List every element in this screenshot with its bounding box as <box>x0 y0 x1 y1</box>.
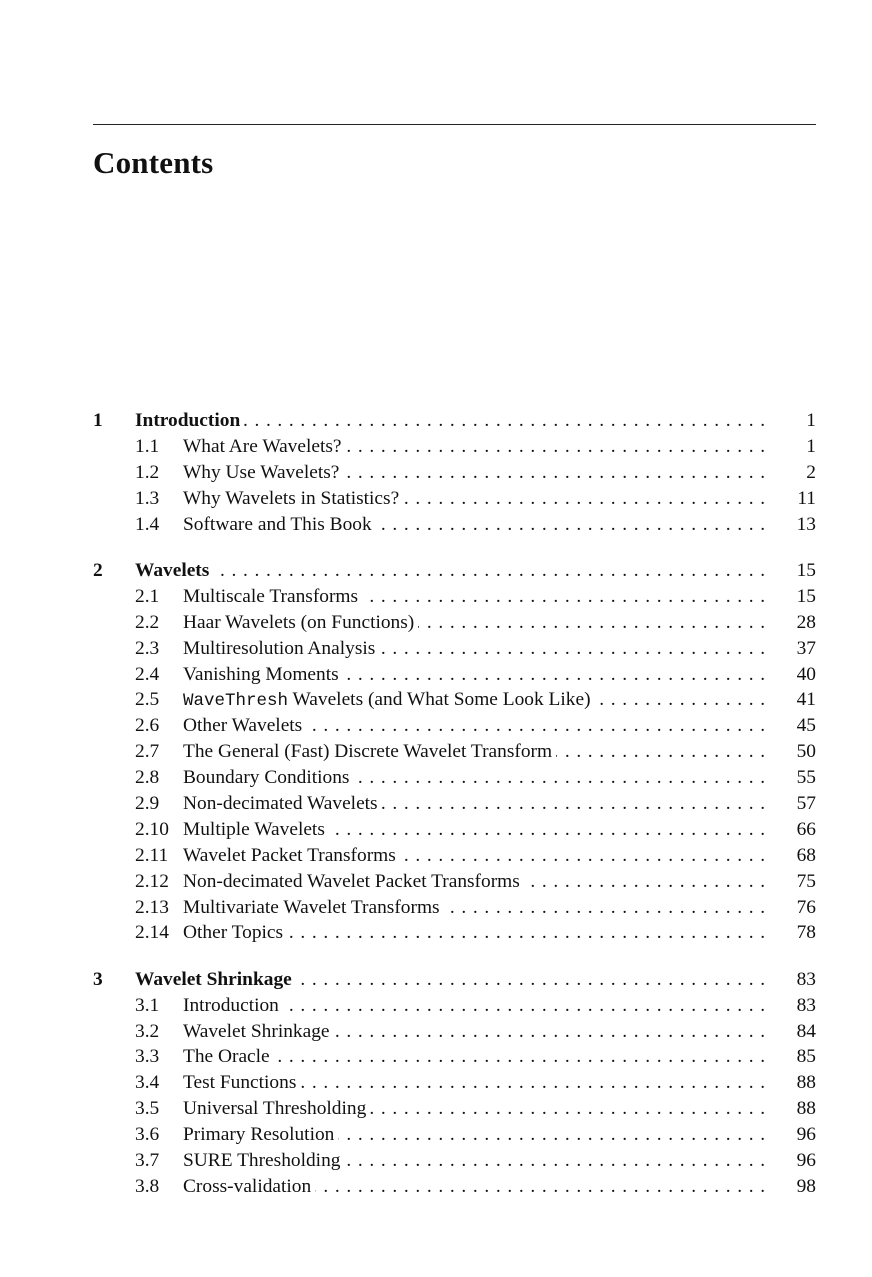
page-number: 15 <box>796 585 816 607</box>
page-number: 13 <box>796 513 816 535</box>
toc-section-entry[interactable] <box>93 1096 816 1122</box>
section-title <box>183 689 595 710</box>
section-number: 2.4 <box>135 663 160 685</box>
header-rule <box>93 124 816 125</box>
page-number: 37 <box>796 637 816 659</box>
toc-section-entry[interactable] <box>93 895 816 921</box>
page-number: 2 <box>806 461 816 483</box>
toc-section-entry[interactable] <box>93 843 816 869</box>
section-title: What Are Wavelets? <box>183 436 346 457</box>
chapter-number: 1 <box>93 410 103 431</box>
chapter-1 <box>93 408 816 537</box>
section-number: 3.3 <box>135 1046 160 1068</box>
page-number: 75 <box>796 870 816 892</box>
page-number: 76 <box>796 896 816 918</box>
section-number: 2.5 <box>135 689 160 711</box>
toc-section-entry[interactable] <box>93 662 816 688</box>
page-number: 78 <box>796 922 816 944</box>
section-title: The General (Fast) Discrete Wavelet Transform <box>183 741 556 762</box>
section-title: SURE Thresholding <box>183 1150 344 1171</box>
page-number: 66 <box>796 818 816 840</box>
section-title: Multiscale Transforms <box>183 586 362 607</box>
section-number: 1.3 <box>135 487 160 509</box>
page-number: 50 <box>796 741 816 763</box>
toc-section-entry[interactable] <box>93 486 816 512</box>
page-number: 45 <box>796 715 816 737</box>
section-number: 1.2 <box>135 461 160 483</box>
chapter-number: 2 <box>93 559 103 581</box>
toc-section-entry[interactable] <box>93 713 816 739</box>
toc-section-entry[interactable] <box>93 739 816 765</box>
page-number: 28 <box>796 611 816 633</box>
section-title: Universal Thresholding <box>183 1098 370 1119</box>
toc-section-entry[interactable] <box>93 765 816 791</box>
section-title: Other Wavelets <box>183 715 306 736</box>
section-number: 1.4 <box>135 513 160 535</box>
toc-section-entry[interactable] <box>93 434 816 460</box>
toc-section-entry[interactable] <box>93 610 816 636</box>
toc-section-entry[interactable] <box>93 1019 816 1045</box>
section-title: Multivariate Wavelet Transforms <box>183 897 444 918</box>
toc-section-entry[interactable] <box>93 460 816 486</box>
section-number: 3.8 <box>135 1175 160 1197</box>
chapter-2 <box>93 558 816 946</box>
page-number: 88 <box>796 1072 816 1094</box>
section-title: Boundary Conditions <box>183 767 353 788</box>
page-number: 41 <box>796 689 816 711</box>
section-number: 2.10 <box>135 818 169 840</box>
section-title: Non-decimated Wavelets <box>183 793 382 814</box>
toc-section-entry[interactable] <box>93 1148 816 1174</box>
page-number: 85 <box>796 1046 816 1068</box>
toc-section-entry[interactable] <box>93 636 816 662</box>
toc-section-entry[interactable] <box>93 687 816 713</box>
toc-chapter-entry[interactable] <box>93 408 816 434</box>
section-number: 2.12 <box>135 870 169 892</box>
page-number: 96 <box>796 1150 816 1172</box>
section-title: Introduction <box>183 995 283 1016</box>
toc-chapter-entry[interactable] <box>93 558 816 584</box>
page-number: 11 <box>797 487 816 509</box>
section-number: 3.7 <box>135 1150 160 1172</box>
toc-section-entry[interactable] <box>93 817 816 843</box>
section-number: 2.6 <box>135 715 160 737</box>
page-number: 83 <box>796 968 816 990</box>
toc-section-entry[interactable] <box>93 993 816 1019</box>
chapter-title: Wavelets <box>135 560 213 581</box>
section-number: 2.8 <box>135 767 160 789</box>
section-number: 2.14 <box>135 922 169 944</box>
page-number: 1 <box>806 410 816 431</box>
software-name: WaveThresh <box>183 691 289 712</box>
section-title-rest: Wavelets (and What Some Look Like) <box>288 689 591 711</box>
page-number: 40 <box>796 663 816 685</box>
section-title: Why Use Wavelets? <box>183 462 343 483</box>
toc-section-entry[interactable] <box>93 869 816 895</box>
page-number: 55 <box>796 767 816 789</box>
toc-section-entry[interactable] <box>93 1070 816 1096</box>
section-title: Primary Resolution <box>183 1124 338 1145</box>
section-number: 2.2 <box>135 611 160 633</box>
section-title: Why Wavelets in Statistics? <box>183 488 403 509</box>
section-title: Cross-validation <box>183 1176 315 1197</box>
section-number: 2.1 <box>135 585 160 607</box>
section-number: 3.1 <box>135 994 160 1016</box>
section-number: 2.7 <box>135 741 160 763</box>
section-number: 3.4 <box>135 1072 160 1094</box>
toc-section-entry[interactable] <box>93 1174 816 1200</box>
section-number: 2.9 <box>135 792 160 814</box>
section-title: The Oracle <box>183 1046 274 1067</box>
page-number: 1 <box>806 435 816 457</box>
toc-chapter-entry[interactable] <box>93 967 816 993</box>
section-number: 3.2 <box>135 1020 160 1042</box>
page-number: 15 <box>796 559 816 581</box>
section-number: 1.1 <box>135 435 160 457</box>
section-number: 2.11 <box>135 844 169 866</box>
table-of-contents <box>93 408 816 1200</box>
section-title: Test Functions <box>183 1072 300 1093</box>
section-number: 3.5 <box>135 1098 160 1120</box>
toc-section-entry[interactable] <box>93 584 816 610</box>
page-number: 96 <box>796 1124 816 1146</box>
section-title: Multiresolution Analysis <box>183 638 379 659</box>
section-title: Haar Wavelets (on Functions) <box>183 612 418 633</box>
toc-section-entry[interactable] <box>93 512 816 538</box>
page-number: 88 <box>796 1098 816 1120</box>
section-title: Other Topics <box>183 922 287 943</box>
toc-section-entry[interactable] <box>93 920 816 946</box>
page-number: 57 <box>796 792 816 814</box>
page-number: 68 <box>796 844 816 866</box>
section-number: 3.6 <box>135 1124 160 1146</box>
chapter-number: 3 <box>93 968 103 990</box>
section-title: Wavelet Shrinkage <box>183 1021 334 1042</box>
section-title: Software and This Book <box>183 514 376 535</box>
section-title: Wavelet Packet Transforms <box>183 845 400 866</box>
toc-section-entry[interactable] <box>93 1122 816 1148</box>
page-number: 83 <box>796 994 816 1016</box>
section-number: 2.13 <box>135 896 169 918</box>
section-title: Multiple Wavelets <box>183 819 329 840</box>
toc-section-entry[interactable] <box>93 791 816 817</box>
page-number: 98 <box>796 1175 816 1197</box>
section-number: 2.3 <box>135 637 160 659</box>
page-title: Contents <box>93 145 214 180</box>
page-number: 84 <box>796 1020 816 1042</box>
chapter-3 <box>93 967 816 1200</box>
section-title: Non-decimated Wavelet Packet Transforms <box>183 871 524 892</box>
chapter-title: Wavelet Shrinkage <box>135 969 296 990</box>
chapter-title: Introduction <box>135 410 244 431</box>
toc-section-entry[interactable] <box>93 1044 816 1070</box>
section-title: Vanishing Moments <box>183 664 343 685</box>
